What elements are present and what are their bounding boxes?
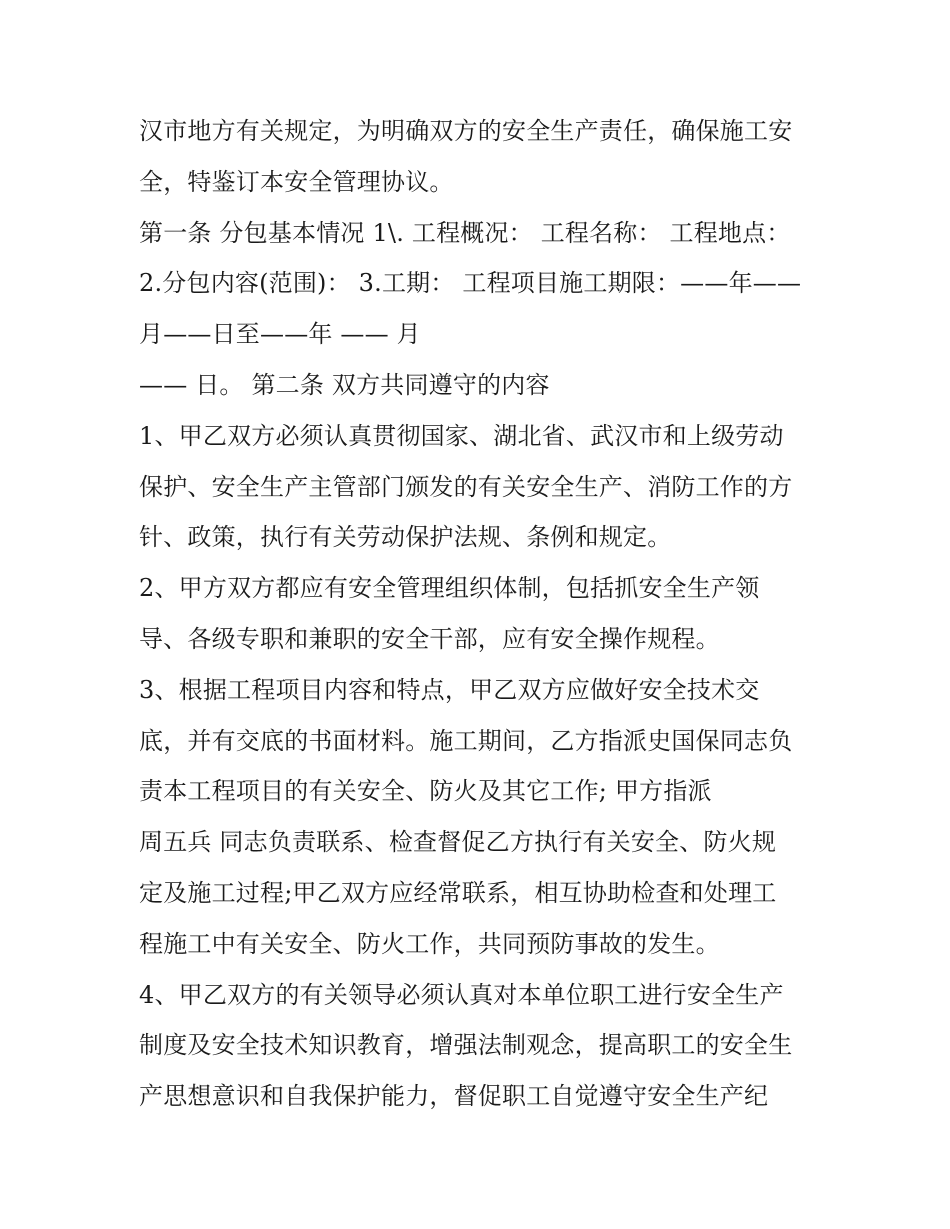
text-line: 1、甲乙双方必须认真贯彻国家、湖北省、武汉市和上级劳动 (139, 421, 784, 450)
text-line: 保护、安全生产主管部门颁发的有关安全生产、消防工作的方 (139, 472, 793, 501)
text-line: 针、政策，执行有关劳动保护法规、条例和规定。 (139, 523, 672, 552)
text-line: 3、根据工程项目内容和特点，甲乙双方应做好安全技术交 (139, 675, 760, 704)
text-line: 责本工程项目的有关安全、防火及其它工作; 甲方指派 (139, 777, 712, 806)
text-line: 定及施工过程;甲乙双方应经常联系，相互协助检查和处理工 (139, 878, 777, 907)
text-line: 第一条 分包基本情况 1\. 工程概况： 工程名称： 工程地点： (139, 218, 791, 247)
text-line: 2、甲方双方都应有安全管理组织体制，包括抓安全生产领 (139, 574, 760, 603)
text-line: 产思想意识和自我保护能力，督促职工自觉遵守安全生产纪 (139, 1082, 769, 1111)
text-line: 4、甲乙双方的有关领导必须认真对本单位职工进行安全生产 (139, 980, 784, 1009)
text-line: 周五兵 同志负责联系、检查督促乙方执行有关安全、防火规 (139, 828, 777, 857)
text-line: 2.分包内容(范围)： 3.工期： 工程项目施工期限：——年—— (139, 269, 802, 298)
text-line: 全，特鉴订本安全管理协议。 (139, 167, 454, 196)
text-line: 汉市地方有关规定，为明确双方的安全生产责任，确保施工安 (139, 117, 793, 145)
text-line: 月——日至——年 —— 月 (139, 320, 421, 349)
text-line: 程施工中有关安全、防火工作，共同预防事故的发生。 (139, 929, 720, 958)
text-line: 导、各级专职和兼职的安全干部，应有安全操作规程。 (139, 624, 720, 653)
text-line: —— 日。 第二条 双方共同遵守的内容 (139, 370, 550, 399)
document-body (139, 106, 829, 1122)
text-line: 底，并有交底的书面材料。施工期间，乙方指派史国保同志负 (139, 726, 793, 755)
text-line: 制度及安全技术知识教育，增强法制观念，提高职工的安全生 (139, 1031, 793, 1060)
